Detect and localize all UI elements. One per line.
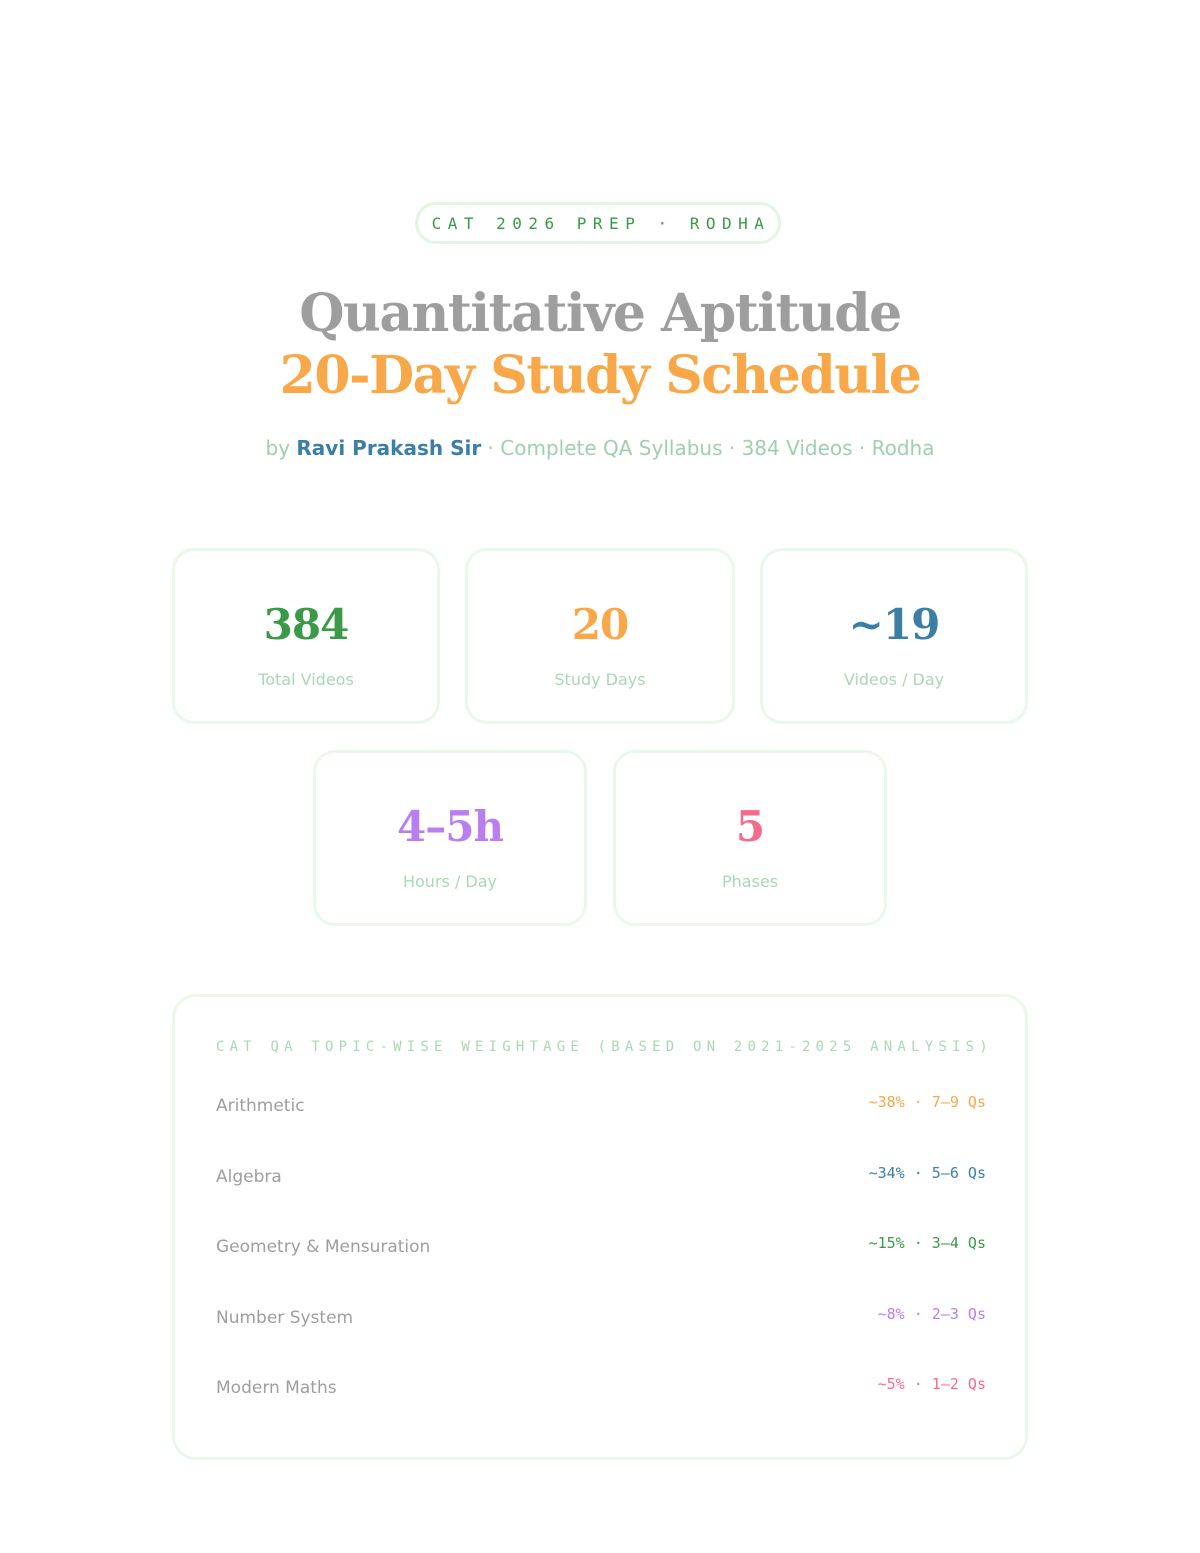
stat-label: Total Videos bbox=[258, 670, 354, 689]
stat-card-videos-per-day bbox=[760, 548, 1028, 724]
topic-name: Number System bbox=[216, 1308, 354, 1328]
stat-label: Videos / Day bbox=[843, 670, 945, 689]
stat-card-study-days bbox=[465, 548, 735, 724]
topic-weightage: ~38% · 7–9 Qs bbox=[868, 1093, 986, 1111]
page-subtitle-highlight: 20-Day Study Schedule bbox=[279, 345, 921, 406]
weightage-title: CAT QA TOPIC-WISE WEIGHTAGE (BASED ON 2021-2025 ANALYSIS) bbox=[216, 1039, 993, 1055]
topic-row-arithmetic bbox=[216, 1091, 986, 1121]
topic-row-algebra bbox=[216, 1162, 986, 1192]
header-badge: CAT 2026 PREP · RODHA bbox=[415, 202, 781, 244]
topic-weightage: ~5% · 1–2 Qs bbox=[877, 1375, 986, 1393]
stat-value: 384 bbox=[263, 600, 349, 649]
page-title: Quantitative Aptitude bbox=[299, 283, 901, 344]
stat-label: Study Days bbox=[554, 670, 646, 689]
topic-row-number-system bbox=[216, 1303, 986, 1333]
topic-weightage: ~15% · 3–4 Qs bbox=[868, 1234, 986, 1252]
byline-details: · Complete QA Syllabus · 384 Videos · Rodha bbox=[481, 436, 935, 460]
topic-name: Geometry & Mensuration bbox=[216, 1237, 431, 1257]
topic-row-geometry bbox=[216, 1232, 986, 1262]
stat-label: Phases bbox=[721, 872, 779, 891]
stat-value: ~19 bbox=[848, 600, 940, 649]
stat-value: 4–5h bbox=[397, 802, 503, 851]
stat-value: 20 bbox=[571, 600, 629, 649]
stat-card-total-videos bbox=[172, 548, 440, 724]
topic-name: Modern Maths bbox=[216, 1378, 337, 1398]
topic-name: Arithmetic bbox=[216, 1096, 305, 1116]
topic-row-modern-maths bbox=[216, 1373, 986, 1403]
byline-author: Ravi Prakash Sir bbox=[296, 436, 482, 460]
stat-value: 5 bbox=[735, 802, 765, 851]
byline bbox=[0, 434, 1200, 462]
stat-card-hours-per-day bbox=[313, 750, 587, 926]
topic-name: Algebra bbox=[216, 1167, 282, 1187]
topic-weightage: ~34% · 5–6 Qs bbox=[868, 1164, 986, 1182]
topic-weightage: ~8% · 2–3 Qs bbox=[877, 1305, 986, 1323]
stat-card-phases bbox=[613, 750, 887, 926]
stat-label: Hours / Day bbox=[402, 872, 498, 891]
weightage-card bbox=[172, 994, 1028, 1460]
byline-prefix: by bbox=[265, 436, 297, 460]
